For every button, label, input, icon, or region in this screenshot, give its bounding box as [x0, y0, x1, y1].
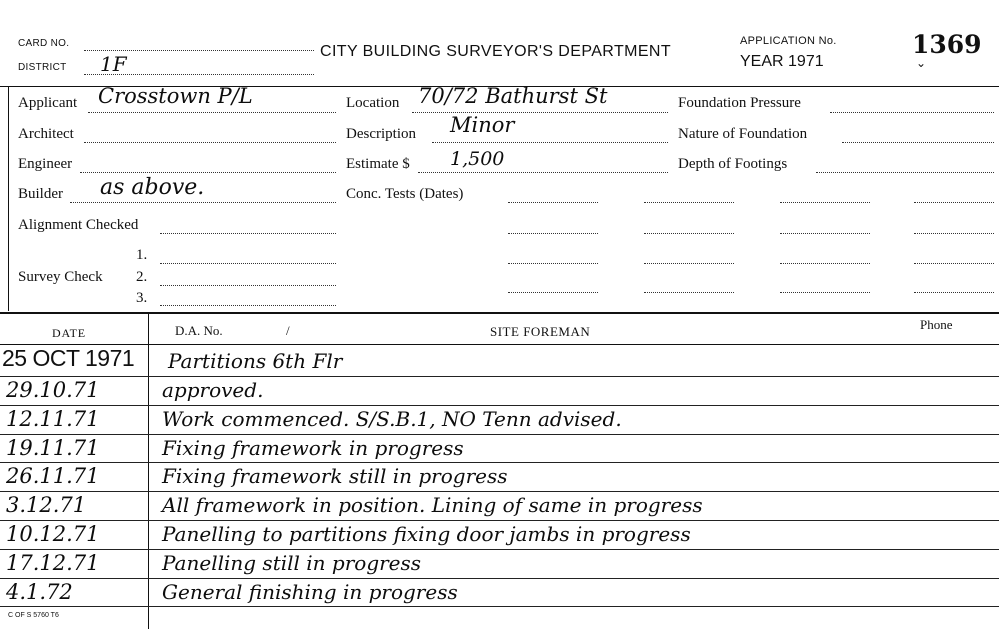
- row-divider: [0, 405, 999, 406]
- conc-line: [508, 263, 598, 264]
- alignment-line: [160, 233, 336, 234]
- table-row-note: Fixing framework still in progress: [162, 464, 508, 488]
- survey-line-1: [160, 263, 336, 264]
- table-row-date: 25 OCT 1971: [2, 345, 135, 371]
- da-no-header: D.A. No.: [175, 323, 223, 338]
- alignment-label: Alignment Checked: [18, 217, 139, 233]
- conc-line: [508, 233, 598, 234]
- phone-header: Phone: [920, 317, 953, 332]
- application-label: APPLICATION No.: [740, 35, 837, 47]
- row-divider: [0, 578, 999, 579]
- table-row-note: Partitions 6th Flr: [168, 349, 343, 373]
- table-row-note: Panelling still in progress: [162, 551, 422, 575]
- row-divider: [0, 376, 999, 377]
- description-value: Minor: [450, 113, 515, 137]
- architect-line: [84, 142, 336, 143]
- builder-line: [70, 202, 336, 203]
- location-label: Location: [346, 95, 400, 111]
- conc-line: [914, 292, 994, 293]
- description-line: [432, 142, 668, 143]
- engineer-line: [80, 172, 336, 173]
- table-row-note: All framework in position. Lining of same in progress: [162, 493, 703, 517]
- conc-line: [644, 263, 734, 264]
- district-label: DISTRICT: [18, 62, 67, 73]
- conc-tests-label: Conc. Tests (Dates): [346, 186, 464, 202]
- table-row-note: approved.: [162, 378, 264, 402]
- conc-line: [914, 263, 994, 264]
- table-row-date: 29.10.71: [6, 378, 100, 402]
- department-title: CITY BUILDING SURVEYOR'S DEPARTMENT: [320, 43, 672, 60]
- table-row-date: 19.11.71: [6, 436, 100, 460]
- row-divider: [0, 520, 999, 521]
- conc-line: [508, 292, 598, 293]
- nature-of-foundation-label: Nature of Foundation: [678, 126, 808, 142]
- table-row-note: Panelling to partitions fixing door jambs in progress: [162, 522, 691, 546]
- row-divider: [0, 434, 999, 435]
- depth-of-footings-line: [816, 172, 994, 173]
- date-column-divider: [148, 313, 149, 629]
- builder-label: Builder: [18, 186, 63, 202]
- foundation-pressure-line: [830, 112, 994, 113]
- table-row-date: 17.12.71: [6, 551, 100, 575]
- survey-num-1: 1.: [136, 247, 148, 263]
- table-row-date: 26.11.71: [6, 464, 100, 488]
- table-row-date: 3.12.71: [6, 493, 87, 517]
- conc-line: [644, 202, 734, 203]
- year-label: YEAR 1971: [740, 53, 824, 70]
- survey-check-label: Survey Check: [18, 269, 103, 285]
- conc-line: [914, 233, 994, 234]
- tick-mark: ⌄: [916, 56, 927, 70]
- applicant-label: Applicant: [18, 95, 78, 111]
- location-value: 70/72 Bathurst St: [418, 84, 608, 108]
- table-row-date: 12.11.71: [6, 407, 100, 431]
- application-number: 1369: [912, 30, 982, 59]
- foundation-pressure-label: Foundation Pressure: [678, 95, 801, 111]
- card-no-line: [84, 50, 314, 51]
- conc-line: [644, 292, 734, 293]
- description-label: Description: [346, 126, 416, 142]
- table-row-note: Work commenced. S/S.B.1, NO Tenn advised.: [162, 407, 622, 431]
- builder-value: as above.: [100, 175, 205, 200]
- row-divider: [0, 606, 999, 607]
- conc-line: [508, 202, 598, 203]
- card-no-label: CARD NO.: [18, 38, 70, 49]
- table-row-note: Fixing framework in progress: [162, 436, 464, 460]
- estimate-line: [418, 172, 668, 173]
- conc-line: [780, 202, 870, 203]
- survey-num-2: 2.: [136, 269, 148, 285]
- date-header: DATE: [52, 326, 86, 340]
- applicant-line: [88, 112, 336, 113]
- table-row-date: 4.1.72: [6, 580, 73, 604]
- table-row-note: General finishing in progress: [162, 580, 458, 604]
- survey-num-3: 3.: [136, 290, 148, 306]
- estimate-value: 1,500: [450, 148, 505, 170]
- conc-line: [644, 233, 734, 234]
- form-code: C OF S 5760 T6: [8, 612, 59, 619]
- left-border: [8, 86, 9, 311]
- engineer-label: Engineer: [18, 156, 73, 172]
- site-foreman-header: SITE FOREMAN: [490, 324, 591, 339]
- row-divider: [0, 462, 999, 463]
- district-value: 1F: [100, 52, 127, 76]
- nature-of-foundation-line: [842, 142, 994, 143]
- conc-line: [914, 202, 994, 203]
- survey-line-2: [160, 285, 336, 286]
- da-slash: /: [286, 323, 290, 338]
- conc-line: [780, 233, 870, 234]
- table-header-rule: [0, 344, 999, 345]
- applicant-value: Crosstown P/L: [98, 84, 253, 108]
- architect-label: Architect: [18, 126, 74, 142]
- conc-line: [780, 263, 870, 264]
- row-divider: [0, 549, 999, 550]
- row-divider: [0, 491, 999, 492]
- survey-line-3: [160, 305, 336, 306]
- table-row-date: 10.12.71: [6, 522, 100, 546]
- table-top-rule: [0, 312, 999, 314]
- depth-of-footings-label: Depth of Footings: [678, 156, 788, 172]
- estimate-label: Estimate $: [346, 156, 410, 172]
- conc-line: [780, 292, 870, 293]
